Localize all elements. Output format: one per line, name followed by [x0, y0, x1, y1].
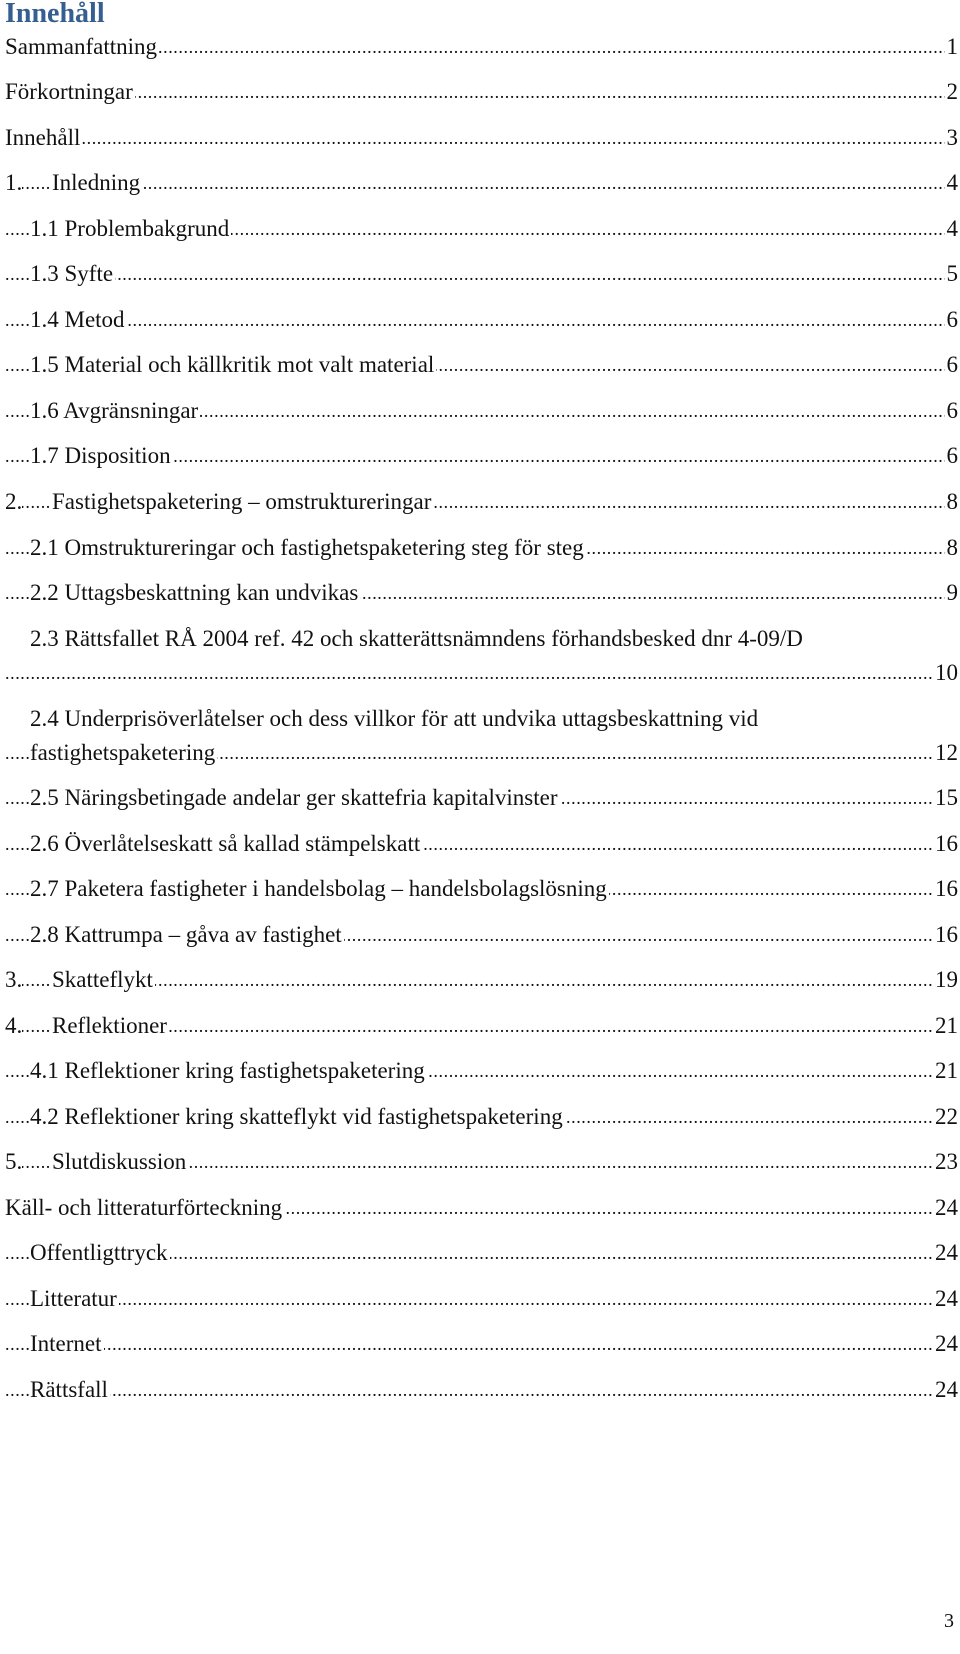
- toc-entry-litteratur[interactable]: [5, 1283, 958, 1315]
- toc-entry-1-5[interactable]: [5, 349, 958, 381]
- toc-entry-number: 5.: [5, 1146, 22, 1178]
- toc-entry-title: Internet: [30, 1328, 104, 1360]
- toc-entry-title: Förkortningar: [5, 76, 135, 108]
- toc-entry-page: 8: [945, 532, 959, 564]
- toc-entry-page: 6: [945, 304, 959, 336]
- toc-entry-1-1[interactable]: [5, 213, 958, 245]
- toc-entry-title: Skatteflykt: [52, 964, 155, 996]
- toc-entry-title: 2.1 Omstruktureringar och fastighetspaketering steg för steg: [30, 532, 586, 564]
- toc-entry-title: Käll- och litteraturförteckning: [5, 1192, 284, 1224]
- toc-entry-internet[interactable]: [5, 1328, 958, 1360]
- toc-entry-title: Slutdiskussion: [52, 1146, 188, 1178]
- toc-entry-title: Offentligttryck: [30, 1237, 170, 1269]
- dot-leader: [5, 1374, 958, 1406]
- toc-entry-page: 4: [945, 213, 959, 245]
- toc-entry-page: 19: [933, 964, 958, 996]
- toc-entry-1-7[interactable]: [5, 440, 958, 472]
- toc-entry-sammanfattning[interactable]: [5, 31, 958, 63]
- toc-entry-page: 24: [933, 1374, 958, 1406]
- toc-entry-title: Fastighetspaketering – omstruktureringar: [52, 486, 433, 518]
- toc-entry-title: 2.8 Kattrumpa – gåva av fastighet: [30, 919, 344, 951]
- toc-entry-page: 5: [945, 258, 959, 290]
- page-number: 3: [944, 1610, 954, 1632]
- toc-entry-title: 4.2 Reflektioner kring skatteflykt vid fastighetspaketering: [30, 1101, 565, 1133]
- toc-entry-title-continued: fastighetspaketering: [30, 737, 217, 769]
- toc-entry-number: 2.: [5, 486, 22, 518]
- toc-entry-slutdiskussion[interactable]: [5, 1146, 958, 1178]
- toc-entry-kallforteckning[interactable]: [5, 1192, 958, 1224]
- toc-entry-page: 3: [945, 122, 959, 154]
- dot-leader: [5, 657, 958, 689]
- toc-entry-title: Reflektioner: [52, 1010, 169, 1042]
- toc-entry-skatteflykt[interactable]: [5, 964, 958, 996]
- toc-entry-page: 15: [933, 782, 958, 814]
- toc-entry-2-6[interactable]: [5, 828, 958, 860]
- toc-entry-rattsfall[interactable]: [5, 1374, 958, 1406]
- toc-entry-number: 1.: [5, 167, 22, 199]
- toc-entry-number: 4.: [5, 1010, 22, 1042]
- toc-entry-page: 6: [945, 440, 959, 472]
- toc-entry-page: 6: [945, 349, 959, 381]
- toc-entry-title: 2.2 Uttagsbeskattning kan undvikas: [30, 577, 360, 609]
- toc-entry-1-3[interactable]: [5, 258, 958, 290]
- toc-entry-4-1[interactable]: [5, 1055, 958, 1087]
- toc-entry-title: Rättsfall: [30, 1374, 110, 1406]
- toc-entry-page: 22: [933, 1101, 958, 1133]
- toc-entry-title: 2.5 Näringsbetingade andelar ger skattefria kapitalvinster: [30, 782, 560, 814]
- toc-entry-title: Litteratur: [30, 1283, 119, 1315]
- dot-leader: [5, 258, 958, 290]
- toc-entry-page: 24: [933, 1328, 958, 1360]
- toc-entry-title: 1.5 Material och källkritik mot valt material: [30, 349, 436, 381]
- toc-entry-reflektioner[interactable]: [5, 1010, 958, 1042]
- toc-entry-page: 21: [933, 1010, 958, 1042]
- toc-entry-2-1[interactable]: [5, 532, 958, 564]
- toc-entry-title: 4.1 Reflektioner kring fastighetspaketering: [30, 1055, 427, 1087]
- toc-entry-2-3[interactable]: [5, 657, 958, 689]
- toc-entry-title: 2.7 Paketera fastigheter i handelsbolag – handelsbolagslösning: [30, 873, 609, 905]
- toc-entry-page: 2: [945, 76, 959, 108]
- toc-entry-title: Sammanfattning: [5, 31, 159, 63]
- toc-entry-title: 1.1 Problembakgrund: [30, 213, 231, 245]
- toc-entry-title: Innehåll: [5, 122, 82, 154]
- toc-entry-page: 1: [945, 31, 959, 63]
- toc-entry-2-5[interactable]: [5, 782, 958, 814]
- toc-entry-2-8[interactable]: [5, 919, 958, 951]
- toc-entry-page: 21: [933, 1055, 958, 1087]
- toc-entry-title: 1.6 Avgränsningar: [30, 395, 200, 427]
- toc-entry-2-3-title[interactable]: 2.3 Rättsfallet RÅ 2004 ref. 42 och skatterättsnämndens förhandsbesked dnr 4-09/D: [30, 626, 803, 651]
- toc-entry-page: 8: [945, 486, 959, 518]
- toc-entry-page: 9: [945, 577, 959, 609]
- toc-entry-4-2[interactable]: [5, 1101, 958, 1133]
- toc-entry-2-7[interactable]: [5, 873, 958, 905]
- toc-entry-1-6[interactable]: [5, 395, 958, 427]
- toc-entry-title: 1.3 Syfte: [30, 258, 115, 290]
- toc-entry-offentligttryck[interactable]: [5, 1237, 958, 1269]
- toc-entry-title: 1.4 Metod: [30, 304, 127, 336]
- toc-entry-title: 2.6 Överlåtelseskatt så kallad stämpelskatt: [30, 828, 422, 860]
- dot-leader: [5, 1328, 958, 1360]
- toc-entry-page: 10: [933, 657, 958, 689]
- toc-entry-innehall[interactable]: [5, 122, 958, 154]
- toc-entry-1-4[interactable]: [5, 304, 958, 336]
- toc-entry-page: 24: [933, 1192, 958, 1224]
- toc-entry-page: 24: [933, 1283, 958, 1315]
- toc-heading: Innehåll: [5, 0, 105, 29]
- dot-leader: [5, 167, 958, 199]
- toc-entry-page: 23: [933, 1146, 958, 1178]
- toc-entry-2-2[interactable]: [5, 577, 958, 609]
- toc-entry-number: 3.: [5, 964, 22, 996]
- toc-entry-fastighetspaketering[interactable]: [5, 486, 958, 518]
- toc-entry-page: 16: [933, 873, 958, 905]
- dot-leader: [5, 122, 958, 154]
- toc-entry-page: 4: [945, 167, 959, 199]
- dot-leader: [5, 1283, 958, 1315]
- dot-leader: [5, 76, 958, 108]
- toc-entry-page: 16: [933, 828, 958, 860]
- dot-leader: [5, 304, 958, 336]
- toc-entry-inledning[interactable]: [5, 167, 958, 199]
- toc-entry-page: 24: [933, 1237, 958, 1269]
- toc-entry-2-4-title[interactable]: 2.4 Underprisöverlåtelser och dess villkor för att undvika uttagsbeskattning vid: [30, 706, 759, 731]
- toc-entry-title: 1.7 Disposition: [30, 440, 173, 472]
- toc-entry-title: Inledning: [52, 167, 142, 199]
- toc-entry-page: 6: [945, 395, 959, 427]
- toc-entry-page: 16: [933, 919, 958, 951]
- toc-entry-page: 12: [933, 737, 958, 769]
- toc-entry-forkortningar[interactable]: [5, 76, 958, 108]
- toc-entry-2-4[interactable]: [5, 737, 958, 769]
